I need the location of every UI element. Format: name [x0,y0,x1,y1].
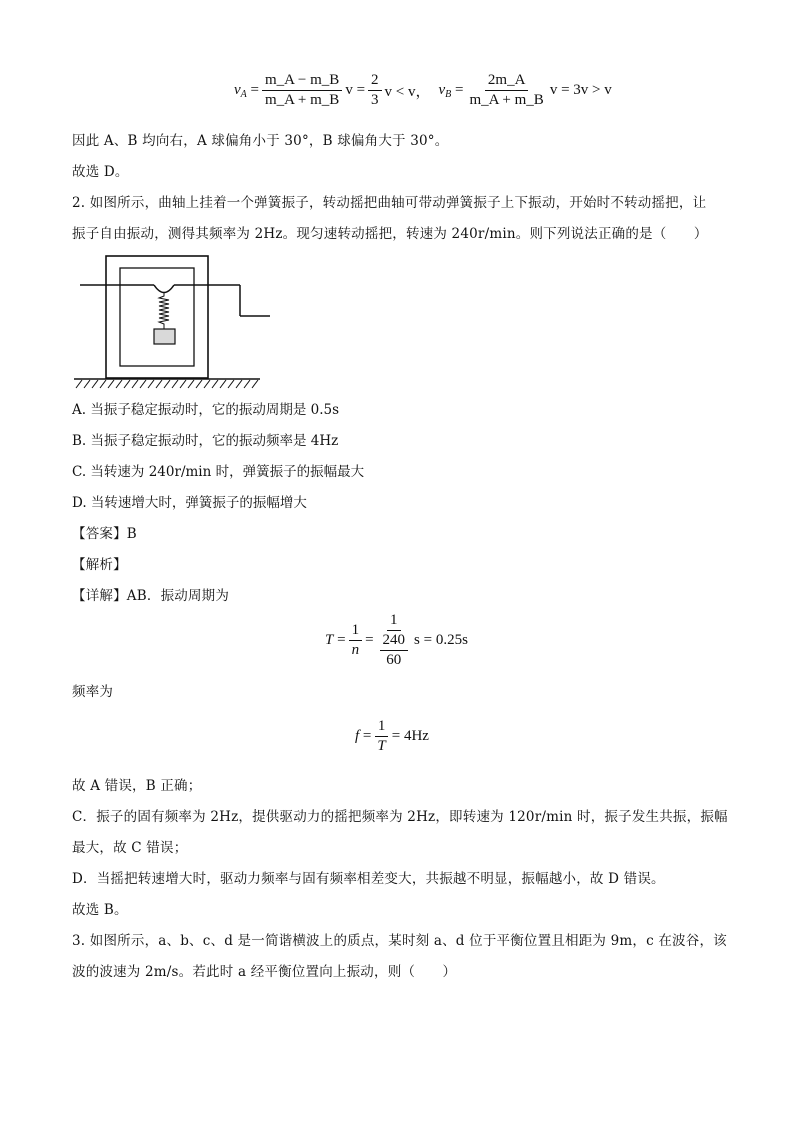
option-d: D. 当转速增大时，弹簧振子的振幅增大 [72,495,307,511]
detail-label: 【详解】AB．振动周期为 [72,588,230,604]
fraction-1-over-240-60 [377,612,412,669]
velocity-formula: $v_A$ = $\frac{m\_A - m\_B}{m\_A + m\_B}$ v = $\frac{2}{3}$ v < v， $v_B$ = $\frac{2m\_A}{m\_A + m\_B}$ v = 3v > v [234,72,612,108]
period-frac1-den: n [351,642,360,658]
c-analysis-line-2: 最大，故 C 错误； [72,840,188,856]
question-2-line-2: 振子自由振动，测得其频率为 2Hz。现匀速转动摇把，转速为 240r/min。则下列说法正确的是（ ） [72,226,708,242]
period-frac2-num: 1 [387,612,401,631]
mass-block [154,329,175,344]
question-3-line-2: 波的波速为 2m/s。若此时 a 经平衡位置向上振动，则（ ） [72,964,457,980]
period-frac2-den-num: 240 [380,632,409,651]
option-b: B. 当振子稳定振动时，它的振动频率是 4Hz [72,433,339,449]
freq-rhs: = 4Hz [391,728,429,744]
text-line-choose-d: 故选 D。 [72,164,129,180]
fraction-2ma [467,72,547,109]
spring-coil [159,292,169,329]
choose-b: 故选 B。 [72,902,128,918]
period-rhs: s = 0.25s [414,632,468,648]
question-3-line-1: 3. 如图所示，a、b、c、d 是一简谐横波上的质点，某时刻 a、d 位于平衡位置且相距为 9m，c 在波谷，该 [72,933,727,949]
d-analysis-line: D．当摇把转速增大时，驱动力频率与固有频率相差变大，共振越不明显，振幅越小，故 D 错误。 [72,871,665,887]
period-frac2-den-den: 60 [386,652,402,668]
frac1-numerator: m_A − m_B [262,72,342,91]
freq-frac-num: 1 [375,718,389,737]
analysis-label: 【解析】 [72,557,127,573]
c-analysis-line-1: C．振子的固有频率为 2Hz，提供驱动力的摇把频率为 2Hz，即转速为 120r/min 时，振子发生共振，振幅 [72,809,728,825]
frac2-denominator: 3 [371,92,379,108]
period-frac1-num: 1 [349,622,363,641]
period-eq: = [365,632,374,648]
va-sub: A [240,88,247,100]
fraction-240-over-60 [380,632,409,669]
frequency-label: 频率为 [72,684,114,700]
formula-middle: v = [345,82,366,98]
fraction-1-over-n [349,622,363,659]
text-line-conclusion: 因此 A、B 均向右，A 球偏角小于 30°，B 球偏角大于 30°。 [72,133,449,149]
formula-tail1: v < v， [384,84,431,100]
frac3-numerator: 2m_A [485,72,529,91]
vb-symbol: v [438,81,446,98]
answer-label: 【答案】B [72,526,137,542]
option-a: A. 当振子稳定振动时，它的振动周期是 0.5s [72,402,340,418]
frac1-denominator: m_A + m_B [265,92,340,108]
freq-frac-den: T [377,738,386,754]
option-c: C. 当转速为 240r/min 时，弹簧振子的振幅最大 [72,464,365,480]
fraction-1-over-t [374,718,388,755]
frequency-formula: f = $\frac{1}{T}$ = 4Hz [355,718,429,754]
va-symbol: v [234,81,241,98]
fraction-ma-minus-mb [262,72,342,109]
frac2-numerator: 2 [368,72,382,91]
question-2-line-1: 2. 如图所示，曲轴上挂着一个弹簧振子，转动摇把曲轴可带动弹簧振子上下振动，开始时不转动摇把，让 [72,195,707,211]
vb-sub: B [445,88,452,100]
ground-hatching [76,380,258,388]
outer-frame [106,256,208,378]
crank-hook [154,285,174,293]
formula-tail2: v = 3v > v [549,82,612,98]
frac3-denominator: m_A + m_B [469,92,544,108]
inner-frame [120,268,194,366]
ab-result: 故 A 错误，B 正确； [72,778,202,794]
fraction-two-thirds [368,72,382,109]
spring-oscillator-diagram [72,250,282,395]
period-formula: T = $\frac{1}{n}$ = $\frac{1}{\frac{240}{60}}$ s = 0.25s [325,612,468,668]
